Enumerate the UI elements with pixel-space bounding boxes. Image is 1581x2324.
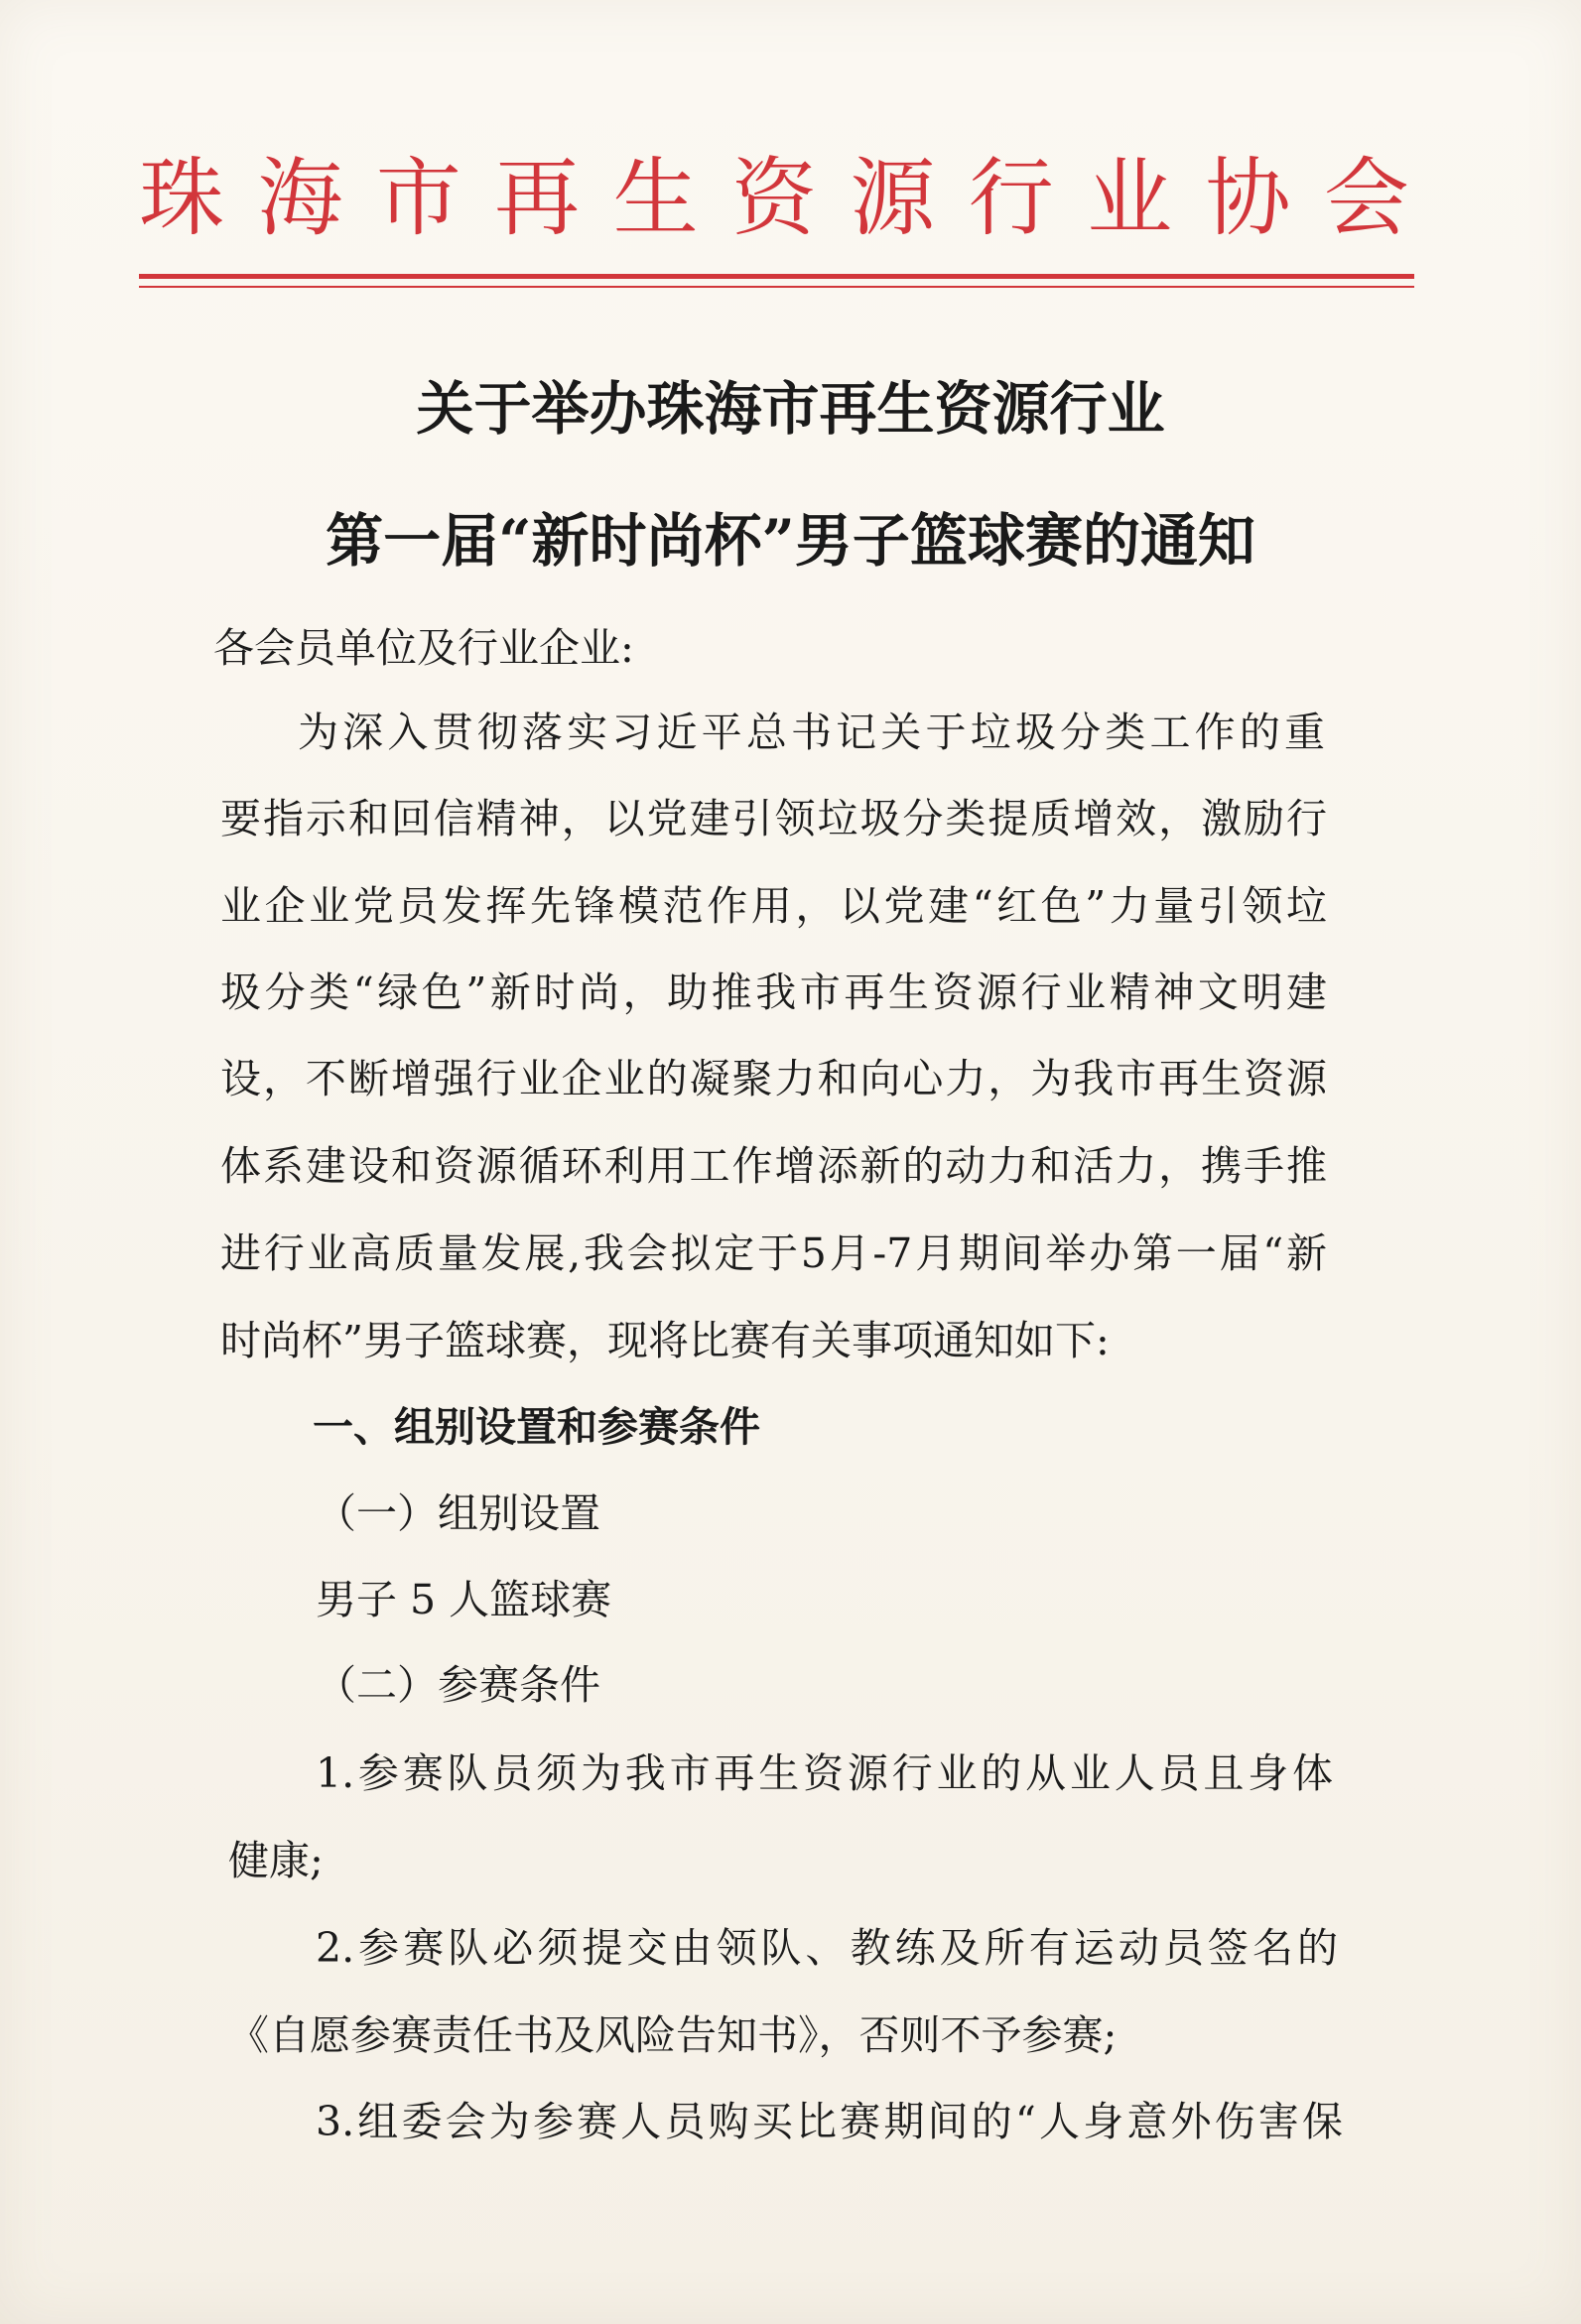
intro-line: 进行业高质量发展,我会拟定于5月-7月期间举办第一届“新: [220, 1229, 1327, 1277]
letterhead-title: [139, 149, 1409, 248]
subsection-heading: （二）参赛条件: [316, 1661, 600, 1709]
letterhead-char: 源: [850, 149, 936, 248]
subsection-heading: （一）组别设置: [316, 1489, 600, 1537]
group-text: 男子 5 人篮球赛: [316, 1576, 612, 1623]
letterhead-char: 业: [1087, 149, 1173, 248]
letterhead-char: 再: [494, 149, 581, 248]
section-heading: 一、组别设置和参赛条件: [313, 1403, 760, 1451]
intro-line: 为深入贯彻落实习近平总书记关于垃圾分类工作的重: [298, 709, 1325, 756]
intro-line: 时尚杯”男子篮球赛，现将比赛有关事项通知如下:: [220, 1317, 1110, 1364]
intro-line: 要指示和回信精神，以党建引领垃圾分类提质增效，激励行: [220, 795, 1327, 842]
letterhead-rule-thin: [139, 286, 1414, 288]
condition-item-2: 2.参赛队必须提交由领队、教练及所有运动员签名的: [316, 1924, 1338, 1972]
salutation: 各会员单位及行业企业:: [213, 624, 634, 672]
letterhead-char: 资: [730, 149, 817, 248]
letterhead-char: 海: [257, 149, 343, 248]
intro-line: 圾分类“绿色”新时尚，助推我市再生资源行业精神文明建: [220, 968, 1327, 1016]
letterhead-char: 市: [375, 149, 461, 248]
letterhead-char: 生: [612, 149, 699, 248]
condition-item-1: 1.参赛队员须为我市再生资源行业的从业人员且身体: [316, 1749, 1333, 1797]
intro-line: 体系建设和资源循环利用工作增添新的动力和活力，携手推: [220, 1142, 1327, 1190]
condition-item-1-cont: 健康;: [228, 1837, 324, 1884]
letterhead-char: 会: [1323, 149, 1409, 248]
notice-title-line-1: 关于举办珠海市再生资源行业: [416, 375, 1165, 443]
notice-title-line-2: 第一届“新时尚杯”男子篮球赛的通知: [326, 507, 1255, 575]
condition-item-3: 3.组委会为参赛人员购买比赛期间的“人身意外伤害保: [316, 2098, 1343, 2145]
intro-line: 业企业党员发挥先锋模范作用，以党建“红色”力量引领垃: [220, 882, 1327, 930]
letterhead-char: 行: [968, 149, 1054, 248]
intro-line: 设，不断增强行业企业的凝聚力和向心力，为我市再生资源: [220, 1055, 1327, 1102]
letterhead-char: 协: [1205, 149, 1291, 248]
letterhead-char: 珠: [139, 149, 224, 248]
condition-item-2-cont: 《自愿参赛责任书及风险告知书》，否则不予参赛;: [228, 2011, 1118, 2059]
letterhead-rule-thick: [139, 274, 1414, 279]
